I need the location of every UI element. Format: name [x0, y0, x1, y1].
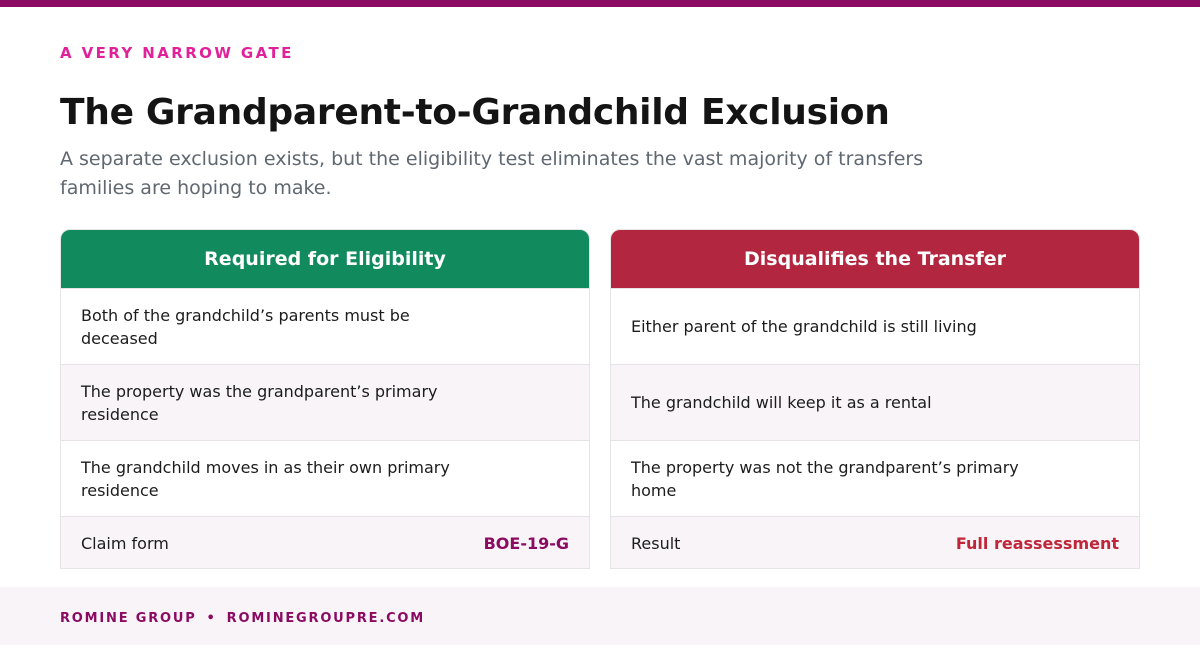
disqualify-row: [611, 364, 1139, 440]
disqualify-row: [611, 440, 1139, 516]
eligibility-row: [61, 440, 589, 516]
result-row: [611, 516, 1139, 569]
footer-band: [0, 587, 1200, 645]
disqualify-card-header: Disqualifies the Transfer: [611, 230, 1139, 288]
page-subtitle: A separate exclusion exists, but the eligibility test eliminates the vast majority of transfers families are hoping to make.: [60, 148, 924, 199]
result-label: Result: [631, 534, 681, 553]
disqualify-row: [611, 288, 1139, 364]
claim-form-row: [61, 516, 589, 569]
eligibility-row: [61, 288, 589, 364]
eligibility-row-text: The grandchild moves in as their own primary residence: [81, 457, 450, 500]
page-title: The Grandparent-to-Grandchild Exclusion: [60, 92, 890, 133]
footer-separator: •: [206, 611, 217, 626]
footer-website[interactable]: ROMINEGROUPRE.COM: [226, 611, 426, 626]
eyebrow-label: A VERY NARROW GATE: [60, 44, 294, 62]
eligibility-card: [60, 229, 590, 569]
claim-form-value: BOE-19-G: [483, 534, 569, 553]
claim-form-label: Claim form: [81, 534, 169, 553]
eligibility-row: [61, 364, 589, 440]
disqualify-row-text: The property was not the grandparent’s primary home: [631, 457, 1019, 500]
disqualify-row-text: The grandchild will keep it as a rental: [631, 393, 932, 412]
footer-company: ROMINE GROUP: [60, 611, 197, 626]
top-accent-bar: [0, 0, 1200, 7]
eligibility-row-text: The property was the grandparent’s primary residence: [81, 381, 438, 424]
disqualify-card: [610, 229, 1140, 569]
footer-text: [60, 611, 425, 626]
result-value: Full reassessment: [955, 534, 1119, 553]
eligibility-row-text: Both of the grandchild’s parents must be deceased: [81, 305, 410, 348]
disqualify-row-text: Either parent of the grandchild is still living: [631, 317, 977, 336]
eligibility-card-header: Required for Eligibility: [61, 230, 589, 288]
